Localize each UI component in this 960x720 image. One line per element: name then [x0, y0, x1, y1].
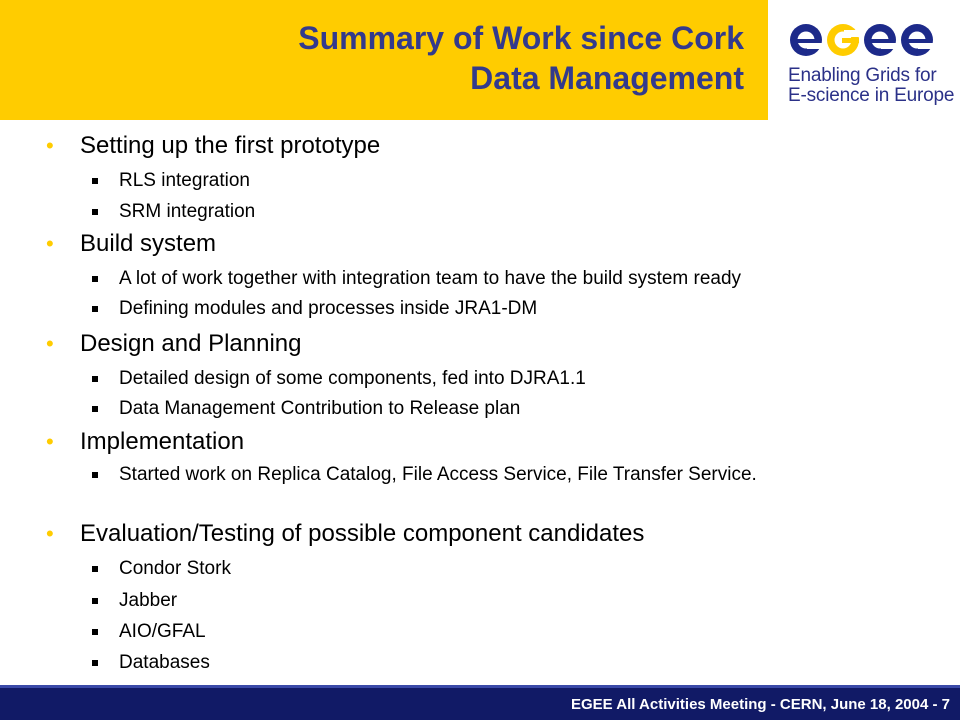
- bullet-item: [46, 132, 381, 160]
- bullet-dot-icon: •: [46, 231, 54, 256]
- footer-bar: [0, 685, 960, 720]
- sub-bullet-text: SRM integration: [119, 201, 256, 222]
- sub-bullet-text: Defining modules and processes inside JRA1-DM: [119, 298, 538, 319]
- sub-bullet-item: [119, 201, 919, 223]
- square-bullet-icon: [92, 566, 98, 572]
- square-bullet-icon: [92, 306, 98, 312]
- bullet-item: [46, 520, 645, 548]
- square-bullet-icon: [92, 178, 98, 184]
- egee-logo-word-icon: [788, 16, 938, 62]
- sub-bullet-text: Databases: [119, 652, 210, 673]
- sub-bullet-item: [119, 558, 919, 580]
- sub-bullet-item: [119, 268, 919, 290]
- bullet-item: [46, 330, 302, 358]
- sub-bullet-text: RLS integration: [119, 170, 250, 191]
- slide-title: [298, 18, 744, 98]
- title-band: [0, 0, 768, 120]
- bullet-item: [46, 428, 245, 456]
- sub-bullet-text: Data Management Contribution to Release plan: [119, 398, 521, 419]
- egee-logo: [784, 14, 955, 114]
- bullet-text: Evaluation/Testing of possible component candidates: [80, 520, 645, 547]
- sub-bullet-item: [119, 398, 919, 420]
- square-bullet-icon: [92, 406, 98, 412]
- square-bullet-icon: [92, 276, 98, 282]
- sub-bullet-item: [119, 368, 919, 390]
- sub-bullet-text: Jabber: [119, 590, 178, 611]
- square-bullet-icon: [92, 598, 98, 604]
- bullet-dot-icon: •: [46, 521, 54, 546]
- sub-bullet-text: A lot of work together with integration team to have the build system ready: [119, 268, 742, 289]
- square-bullet-icon: [92, 472, 98, 478]
- logo-tagline: [788, 66, 954, 106]
- sub-bullet-item: [119, 652, 919, 674]
- logo-tagline-line2: E-science in Europe: [788, 85, 955, 106]
- slide-title-line2: Data Management: [470, 60, 744, 96]
- bullet-text: Build system: [80, 230, 217, 257]
- sub-bullet-text: Detailed design of some components, fed into DJRA1.1: [119, 368, 586, 389]
- bullet-dot-icon: •: [46, 331, 54, 356]
- square-bullet-icon: [92, 629, 98, 635]
- square-bullet-icon: [92, 209, 98, 215]
- sub-bullet-text: Condor Stork: [119, 558, 231, 579]
- bullet-dot-icon: •: [46, 429, 54, 454]
- sub-bullet-text: Started work on Replica Catalog, File Access Service, File Transfer Service.: [119, 464, 757, 485]
- bullet-text: Implementation: [80, 428, 245, 455]
- sub-bullet-item: [119, 170, 919, 192]
- sub-bullet-item: [119, 464, 879, 486]
- logo-tagline-line1: Enabling Grids for: [788, 65, 937, 86]
- footer-text: EGEE All Activities Meeting - CERN, June 18, 2004 - 7: [570, 696, 950, 713]
- slide-title-line1: Summary of Work since Cork: [298, 20, 744, 56]
- slide-content: [0, 130, 960, 680]
- bullet-text: Design and Planning: [80, 330, 302, 357]
- sub-bullet-item: [119, 298, 919, 320]
- square-bullet-icon: [92, 376, 98, 382]
- sub-bullet-item: [119, 621, 919, 643]
- square-bullet-icon: [92, 660, 98, 666]
- bullet-item: [46, 230, 217, 258]
- sub-bullet-item: [119, 590, 919, 612]
- bullet-dot-icon: •: [46, 133, 54, 158]
- sub-bullet-text: AIO/GFAL: [119, 621, 206, 642]
- bullet-text: Setting up the first prototype: [80, 132, 381, 159]
